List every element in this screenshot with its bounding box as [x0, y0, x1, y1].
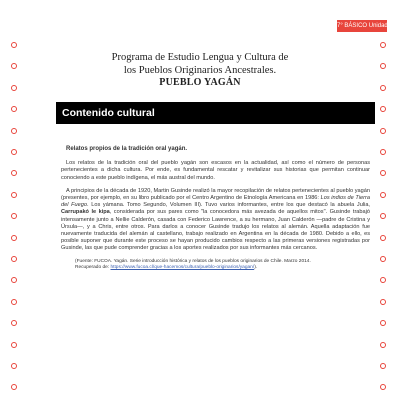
ring-icon — [11, 106, 17, 112]
ring-icon — [11, 235, 17, 241]
paragraph-2-part-a: A principios de la década de 1920, Martin Gusinde realizó la mayor recopilación de relatos pertenecientes al pueblo yagán (presentes, por ejemplo, en su libro publicado por el Centro Argentino de Etnología Americana en 1986: — [61, 187, 370, 202]
ring-icon — [380, 149, 386, 155]
ring-icon — [11, 384, 17, 390]
title-line-3: PUEBLO YAGÁN — [159, 77, 241, 88]
ring-icon — [380, 277, 386, 283]
paragraph-2-part-b: . Los yámana. Tomo Segundo, Volumen III). Tuvo varios informantes, entre los que destacó la abuela Julia, — [87, 202, 370, 209]
ring-icon — [380, 63, 386, 69]
ring-icon — [380, 170, 386, 176]
ring-icon — [11, 342, 17, 348]
paragraph-1: Los relatos de la tradición oral del pueblo yagán son escasos en la actualidad, así como el número de personas pertenecientes a dicha cultura. Por ende, es fundamental rescatar y revitalizar sus historias que permitan continuar conociendo a este pueblo indígena, el más austral del mundo. — [61, 160, 370, 181]
source-prefix: Recuperado de: — [75, 264, 111, 270]
ring-icon — [11, 192, 17, 198]
ring-icon — [11, 299, 17, 305]
ring-icon — [380, 320, 386, 326]
subheading: Relatos propios de la tradición oral yagán. — [66, 146, 188, 152]
ring-icon — [11, 42, 17, 48]
ring-icon — [11, 363, 17, 369]
ring-icon — [380, 299, 386, 305]
source-citation — [75, 259, 370, 271]
ring-icon — [11, 213, 17, 219]
ring-icon — [380, 42, 386, 48]
ring-icon — [11, 170, 17, 176]
section-header: Contenido cultural — [56, 102, 375, 124]
content-body — [61, 146, 370, 271]
source-link[interactable]: https://www.fucoa.cl/que-hacemos/cultura/pueblo-originarios/yagan/ — [110, 264, 255, 270]
informant-name: Carrupakó le kipa — [61, 209, 110, 216]
ring-icon — [380, 106, 386, 112]
ring-icon — [380, 128, 386, 134]
source-line-1: (Fuente: FUCOA. Yagán. Serie introducción histórica y relatos de los pueblos originarios de Chile. Marzo 2014. — [75, 258, 311, 264]
title-line-1: Programa de Estudio Lengua y Cultura de — [111, 52, 289, 63]
ring-icon — [11, 256, 17, 262]
program-title — [70, 52, 330, 89]
ring-icon — [11, 128, 17, 134]
source-line-2 — [75, 265, 370, 271]
ring-icon — [380, 363, 386, 369]
ring-icon — [380, 213, 386, 219]
paragraph-2 — [61, 188, 370, 253]
ring-icon — [11, 85, 17, 91]
ring-icon — [380, 235, 386, 241]
book-title: Los indios de Tierra del Fuego — [61, 195, 370, 209]
source-suffix: ). — [254, 264, 258, 270]
ring-icon — [380, 342, 386, 348]
ring-icon — [380, 85, 386, 91]
title-line-2: los Pueblos Originarios Ancestrales. — [123, 64, 277, 76]
ring-icon — [11, 277, 17, 283]
ring-icon — [380, 384, 386, 390]
grade-badge: 7° BÁSICO Unidad 1 — [337, 20, 387, 32]
ring-icon — [11, 320, 17, 326]
ring-icon — [380, 256, 386, 262]
paragraph-2-part-c: , considerada por sus pares como "la conocedora más avezada de aquellos mitos". Gusinde trabajó intensamente junto a Nellie Calderón, casada con Federico Lawrence, a su hermano, Juan Calderón —padre de Cristina y Úrsula—, y a Chris, entre otros. Para darlos a conocer Gusinde tradujo los relatos al alemán. Aquella adaptación fue nuevamente traducida del alemán al castellano, trabajo realizado en Argentina en la década de 1980. Debido a ello, es posible suponer que durante este proceso se hayan producido cambios respecto a las primeras versiones registradas por Gusinde, las que pude comprender gracias a los aportes realizados por sus informantes más cercanos. — [61, 209, 370, 252]
ring-icon — [11, 63, 17, 69]
ring-icon — [380, 192, 386, 198]
ring-icon — [11, 149, 17, 155]
